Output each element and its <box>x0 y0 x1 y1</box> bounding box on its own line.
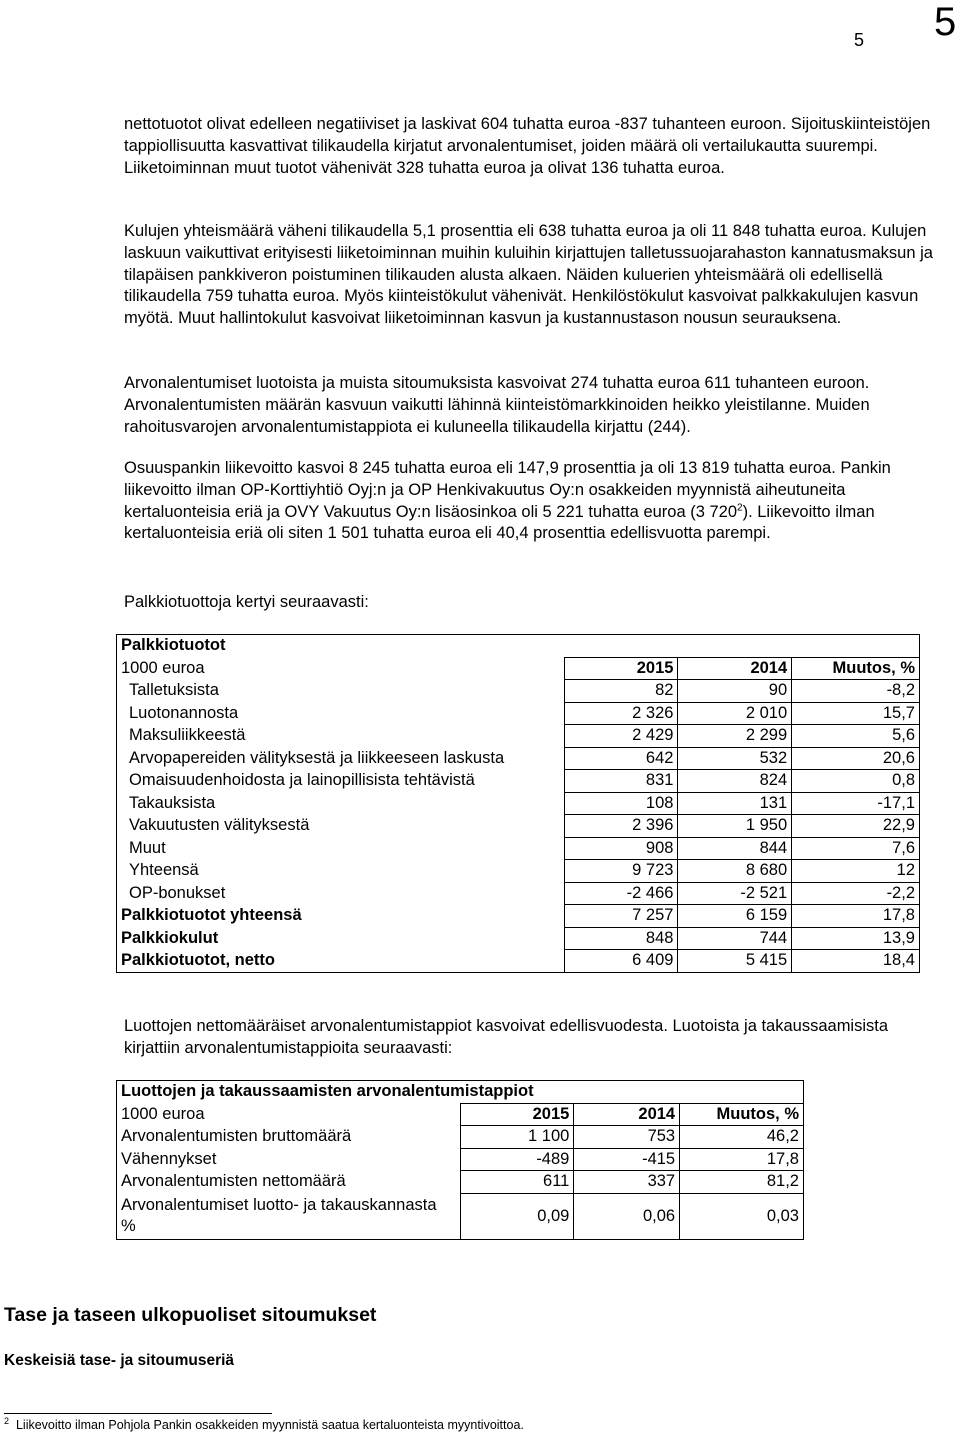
column-header: 2015 <box>564 657 678 680</box>
column-header: 2014 <box>574 1103 680 1126</box>
paragraph-operating-profit: Osuuspankin liikevoitto kasvoi 8 245 tuhatta euroa eli 147,9 prosenttia ja oli 13 819 tuhatta euroa. Pankin liikevoitto ilman OP-Korttiyhtiö Oyj:n ja OP Henkivakuutus Oy:n osakkeiden myynnistä aiheutuneita kertaluonteisia eriä ja OVY Vakuutus Oy:n lisäosinkoa oli 5 221 tuhatta euroa (3 $720^2$). Liikevoitto ilman kertaluonteisia eriä oli siten 1 501 tuhatta euroa eli 40,4 prosenttia edellisvuotta parempi. <box>124 459 891 543</box>
table-row: Yhteensä 9 723 8 680 12 <box>117 860 920 883</box>
table-row: Arvopapereiden välityksestä ja liikkeeseen laskusta 642 532 20,6 <box>117 747 920 770</box>
paragraph-income: nettotuotot olivat edelleen negatiiviset ja laskivat 604 tuhatta euroa -837 tuhanteen euroon. Sijoituskiinteistöjen tappiollisuutta kasvattivat tilikaudella kirjatut arvonalentumiset, joiden määrä oli vertailukautta suurempi. Liiketoiminnan muut tuotot vähenivät 328 tuhatta euroa ja olivat 136 tuhatta euroa. <box>124 115 931 177</box>
table-row: Omaisuudenhoidosta ja lainopillisista tehtävistä 831 824 0,8 <box>117 770 920 793</box>
footnote-divider <box>4 1413 272 1414</box>
column-header: 2015 <box>460 1103 574 1126</box>
table-title: Luottojen ja takaussaamisten arvonalentumistappiot <box>117 1081 804 1104</box>
paragraph-fee-intro: Palkkiotuottoja kertyi seuraavasti: <box>124 593 369 611</box>
column-header: 2014 <box>678 657 792 680</box>
table-row: Arvonalentumisten nettomäärä 611 337 81,2 <box>117 1171 804 1194</box>
table-row: Vakuutusten välityksestä 2 396 1 950 22,9 <box>117 815 920 838</box>
table-title: Palkkiotuotot <box>117 635 920 658</box>
page-number-large: 5 <box>934 0 957 44</box>
table-row: Luotonannosta 2 326 2 010 15,7 <box>117 702 920 725</box>
table-row: Arvonalentumisten bruttomäärä 1 100 753 46,2 <box>117 1126 804 1149</box>
column-header: Muutos, % <box>792 657 920 680</box>
paragraph-impairments: Arvonalentumiset luotoista ja muista sitoumuksista kasvoivat 274 tuhatta euroa 611 tuhanteen euroon. Arvonalentumisten määrän kasvuun vaikutti lähinnä kiinteistömarkkinoiden heikko yleistilanne. Muiden rahoitusvarojen arvonalentumistappiota ei kuluneella tilikaudella kirjattu (244). <box>124 374 870 436</box>
table-row: Palkkiotuotot yhteensä 7 257 6 159 17,8 <box>117 905 920 928</box>
footnote: $^2$ Liikevoitto ilman Pohjola Pankin osakkeiden myynnistä saatua kertaluonteista myyntivoittoa. <box>4 1415 524 1432</box>
table-row: Palkkiotuotot, netto 6 409 5 415 18,4 <box>117 950 920 973</box>
column-header: Muutos, % <box>680 1103 804 1126</box>
table-row: Takauksista 108 131 -17,1 <box>117 792 920 815</box>
table-row: Arvonalentumiset luotto- ja takauskannasta % 0,09 0,06 0,03 <box>117 1193 804 1240</box>
table-row: OP-bonukset -2 466 -2 521 -2,2 <box>117 882 920 905</box>
paragraph-expenses: Kulujen yhteismäärä väheni tilikaudella 5,1 prosenttia eli 638 tuhatta euroa ja oli 11 848 tuhatta euroa. Kulujen laskuun vaikuttivat erityisesti liiketoiminnan muihin kuluihin kirjattujen talletussuojarahaston kannatusmaksun ja tilapäisen pankkiveron poistuminen tilikauden alusta alkaen. Näiden kuluerien yhteismäärä oli edellisellä tilikaudella 759 tuhatta euroa. Myös kiinteistökulut vähenivät. Henkilöstökulut kasvoivat palkkakulujen kasvun myötä. Muut hallintokulut kasvoivat liiketoiminnan kasvun ja kustannustason nousun seurauksena. <box>124 222 933 328</box>
section-heading: Tase ja taseen ulkopuoliset sitoumukset <box>4 1304 377 1326</box>
table-unit: 1000 euroa <box>117 657 565 680</box>
table-row: Muut 908 844 7,6 <box>117 837 920 860</box>
table-row: Palkkiokulut 848 744 13,9 <box>117 927 920 950</box>
table-row: Maksuliikkeestä 2 429 2 299 5,6 <box>117 725 920 748</box>
subsection-heading: Keskeisiä tase- ja sitoumuseriä <box>4 1352 235 1369</box>
footnote-marker: 2 <box>4 1415 10 1426</box>
loan-impairment-table <box>116 1080 804 1240</box>
paragraph-loan-impairments: Luottojen nettomääräiset arvonalentumistappiot kasvoivat edellisvuodesta. Luotoista ja takaussaamisista kirjattiin arvonalentumistappioita seuraavasti: <box>124 1017 889 1057</box>
fee-income-table <box>116 634 920 973</box>
table-row: Vähennykset -489 -415 17,8 <box>117 1148 804 1171</box>
page-number-small: 5 <box>854 30 865 50</box>
table-unit: 1000 euroa <box>117 1103 461 1126</box>
table-row: Talletuksista 82 90 -8,2 <box>117 680 920 703</box>
footnote-ref: 2 <box>737 502 743 514</box>
